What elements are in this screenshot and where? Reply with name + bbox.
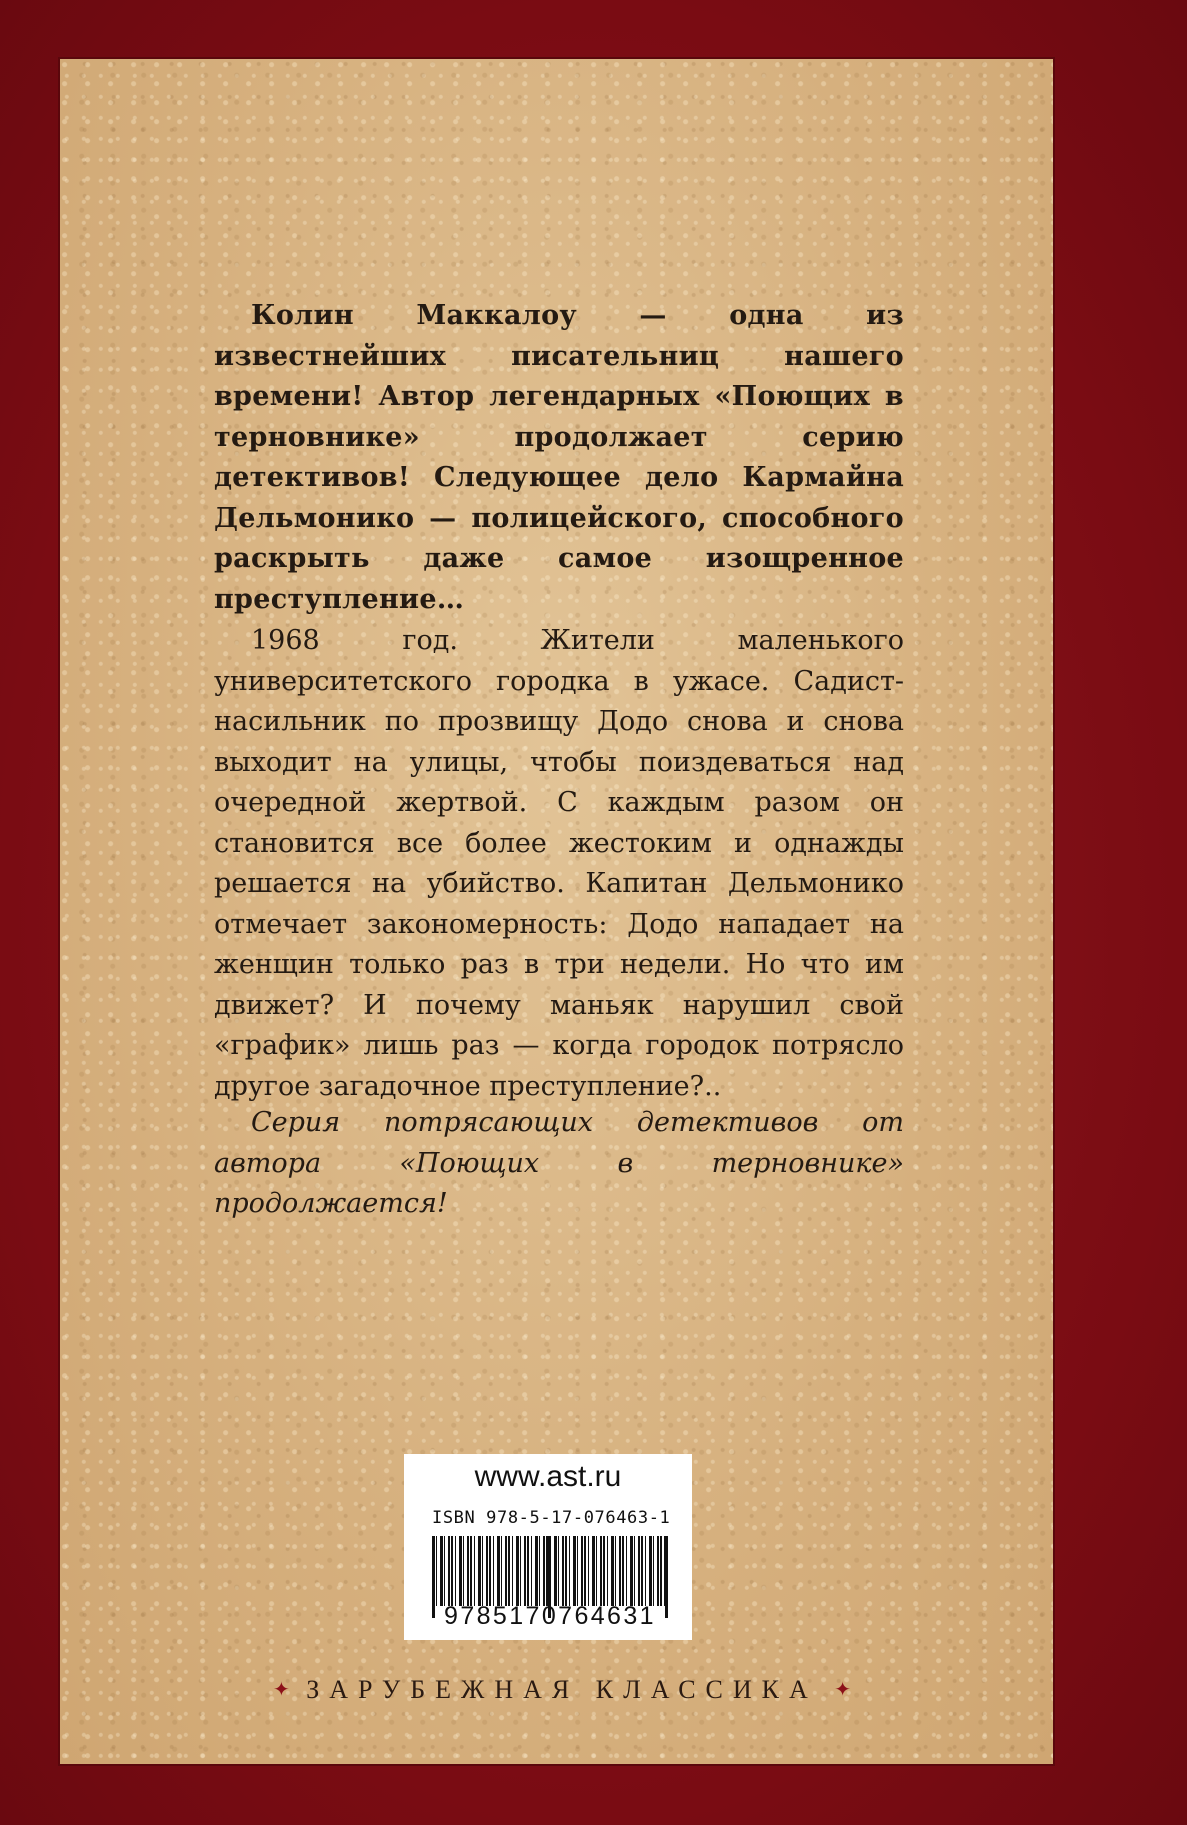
blurb-italic-text: Серия потрясающих детективов от автора «Поющих в терновнике» продолжается! bbox=[214, 1107, 904, 1219]
series-title bbox=[212, 1675, 912, 1705]
blurb-bold-paragraph bbox=[214, 296, 904, 620]
blurb-body-text: 1968 год. Жители маленького университетского городка в ужасе. Садист-насильник по прозвищу Додо снова и снова выходит на улицы, чтобы поиздеваться над очередной жертвой. С каждым разом он становится все более жестоким и однажды решается на убийство. Капитан Дельмонико отмечает закономерность: Додо нападает на женщин только раз в три недели. Но что им движет? И почему маньяк нарушил свой «график» лишь раз — когда городок потрясло другое загадочное преступление?.. bbox=[214, 625, 904, 1102]
isbn-number: ISBN 978-5-17-076463-1 bbox=[432, 1508, 671, 1528]
blurb-body-paragraph bbox=[214, 621, 904, 1107]
blurb-bold-text: Колин Маккалоу — одна из известнейших писательниц нашего времени! Автор легендарных «Поющих в терновнике» продолжает серию детективов! Следующее дело Кармайна Дельмонико — полицейского, способного раскрыть даже самое изощренное преступление… bbox=[214, 300, 904, 615]
barcode-digits: 9785170764631 bbox=[444, 1602, 656, 1630]
barcode-label bbox=[404, 1454, 692, 1640]
ornament-right-icon: ✦ bbox=[834, 1679, 852, 1701]
series-label: ЗАРУБЕЖНАЯ КЛАССИКА bbox=[306, 1675, 818, 1704]
blurb-italic-paragraph bbox=[214, 1103, 904, 1225]
publisher-website: www.ast.ru bbox=[474, 1460, 622, 1493]
ornament-left-icon: ✦ bbox=[272, 1679, 290, 1701]
